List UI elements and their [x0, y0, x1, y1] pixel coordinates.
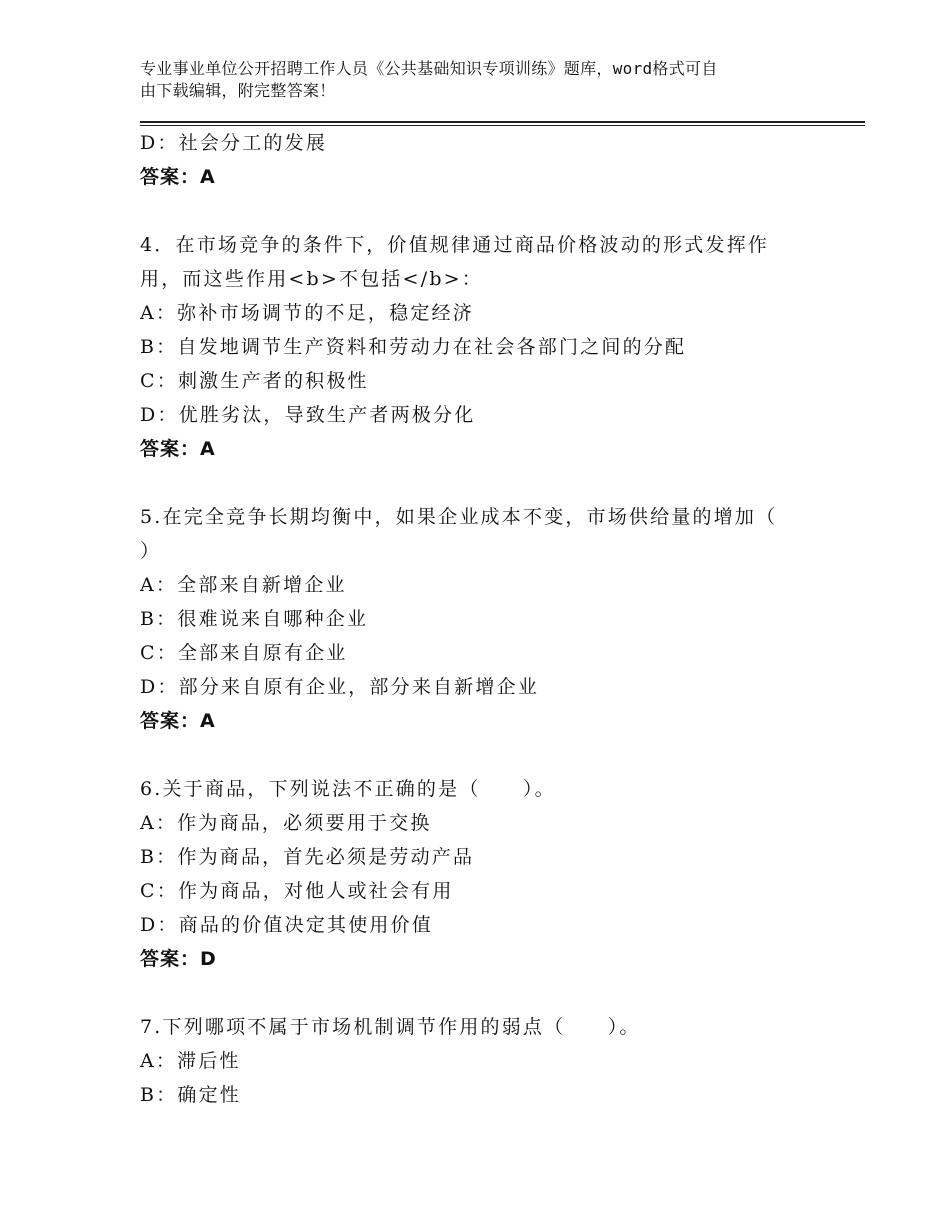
- q7-stem: 7.下列哪项不属于市场机制调节作用的弱点（ ）。: [140, 1016, 641, 1038]
- page-header: [140, 58, 820, 102]
- header-line-2: 由下载编辑，附完整答案！: [140, 81, 336, 100]
- question-6: [140, 772, 865, 976]
- spacer: [140, 738, 865, 772]
- question-4: [140, 228, 865, 466]
- header-rule-thick: [140, 121, 865, 123]
- q6-answer: 答案：D: [140, 948, 217, 970]
- q6-option-b: B：作为商品，首先必须是劳动产品: [140, 846, 475, 868]
- question-7: [140, 1010, 865, 1112]
- q4-option-c: C：刺激生产者的积极性: [140, 370, 369, 392]
- spacer: [140, 466, 865, 500]
- q5-stem-line-1: 5.在完全竞争长期均衡中，如果企业成本不变，市场供给量的增加（: [140, 506, 778, 528]
- q3-option-d: D：社会分工的发展: [140, 132, 328, 154]
- question-5: [140, 500, 865, 738]
- q6-option-c: C：作为商品，对他人或社会有用: [140, 880, 454, 902]
- spacer: [140, 976, 865, 1010]
- header-line-1: 专业事业单位公开招聘工作人员《公共基础知识专项训练》题库，word格式可自: [140, 59, 718, 78]
- q7-option-a: A：滞后性: [140, 1050, 241, 1072]
- q4-stem-line-1: 4．在市场竞争的条件下，价值规律通过商品价格波动的形式发挥作: [140, 234, 770, 256]
- q5-option-c: C：全部来自原有企业: [140, 642, 348, 664]
- q3-answer: 答案：A: [140, 166, 216, 188]
- q6-stem: 6.关于商品，下列说法不正确的是（ ）。: [140, 778, 556, 800]
- q4-answer: 答案：A: [140, 438, 216, 460]
- q4-option-b: B：自发地调节生产资料和劳动力在社会各部门之间的分配: [140, 336, 687, 358]
- q6-option-d: D：商品的价值决定其使用价值: [140, 914, 434, 936]
- spacer: [140, 194, 865, 228]
- q7-option-b: B：确定性: [140, 1084, 241, 1106]
- q5-option-d: D：部分来自原有企业，部分来自新增企业: [140, 676, 540, 698]
- q5-option-b: B：很难说来自哪种企业: [140, 608, 369, 630]
- q4-option-d: D：优胜劣汰，导致生产者两极分化: [140, 404, 476, 426]
- q5-option-a: A：全部来自新增企业: [140, 574, 347, 596]
- q6-option-a: A：作为商品，必须要用于交换: [140, 812, 432, 834]
- q4-option-a: A：弥补市场调节的不足，稳定经济: [140, 302, 474, 324]
- q5-stem-line-2: ）: [140, 540, 162, 562]
- question-list: [140, 126, 865, 1112]
- q5-answer: 答案：A: [140, 710, 216, 732]
- q4-stem-line-2: 用，而这些作用<b>不包括</b>：: [140, 268, 484, 290]
